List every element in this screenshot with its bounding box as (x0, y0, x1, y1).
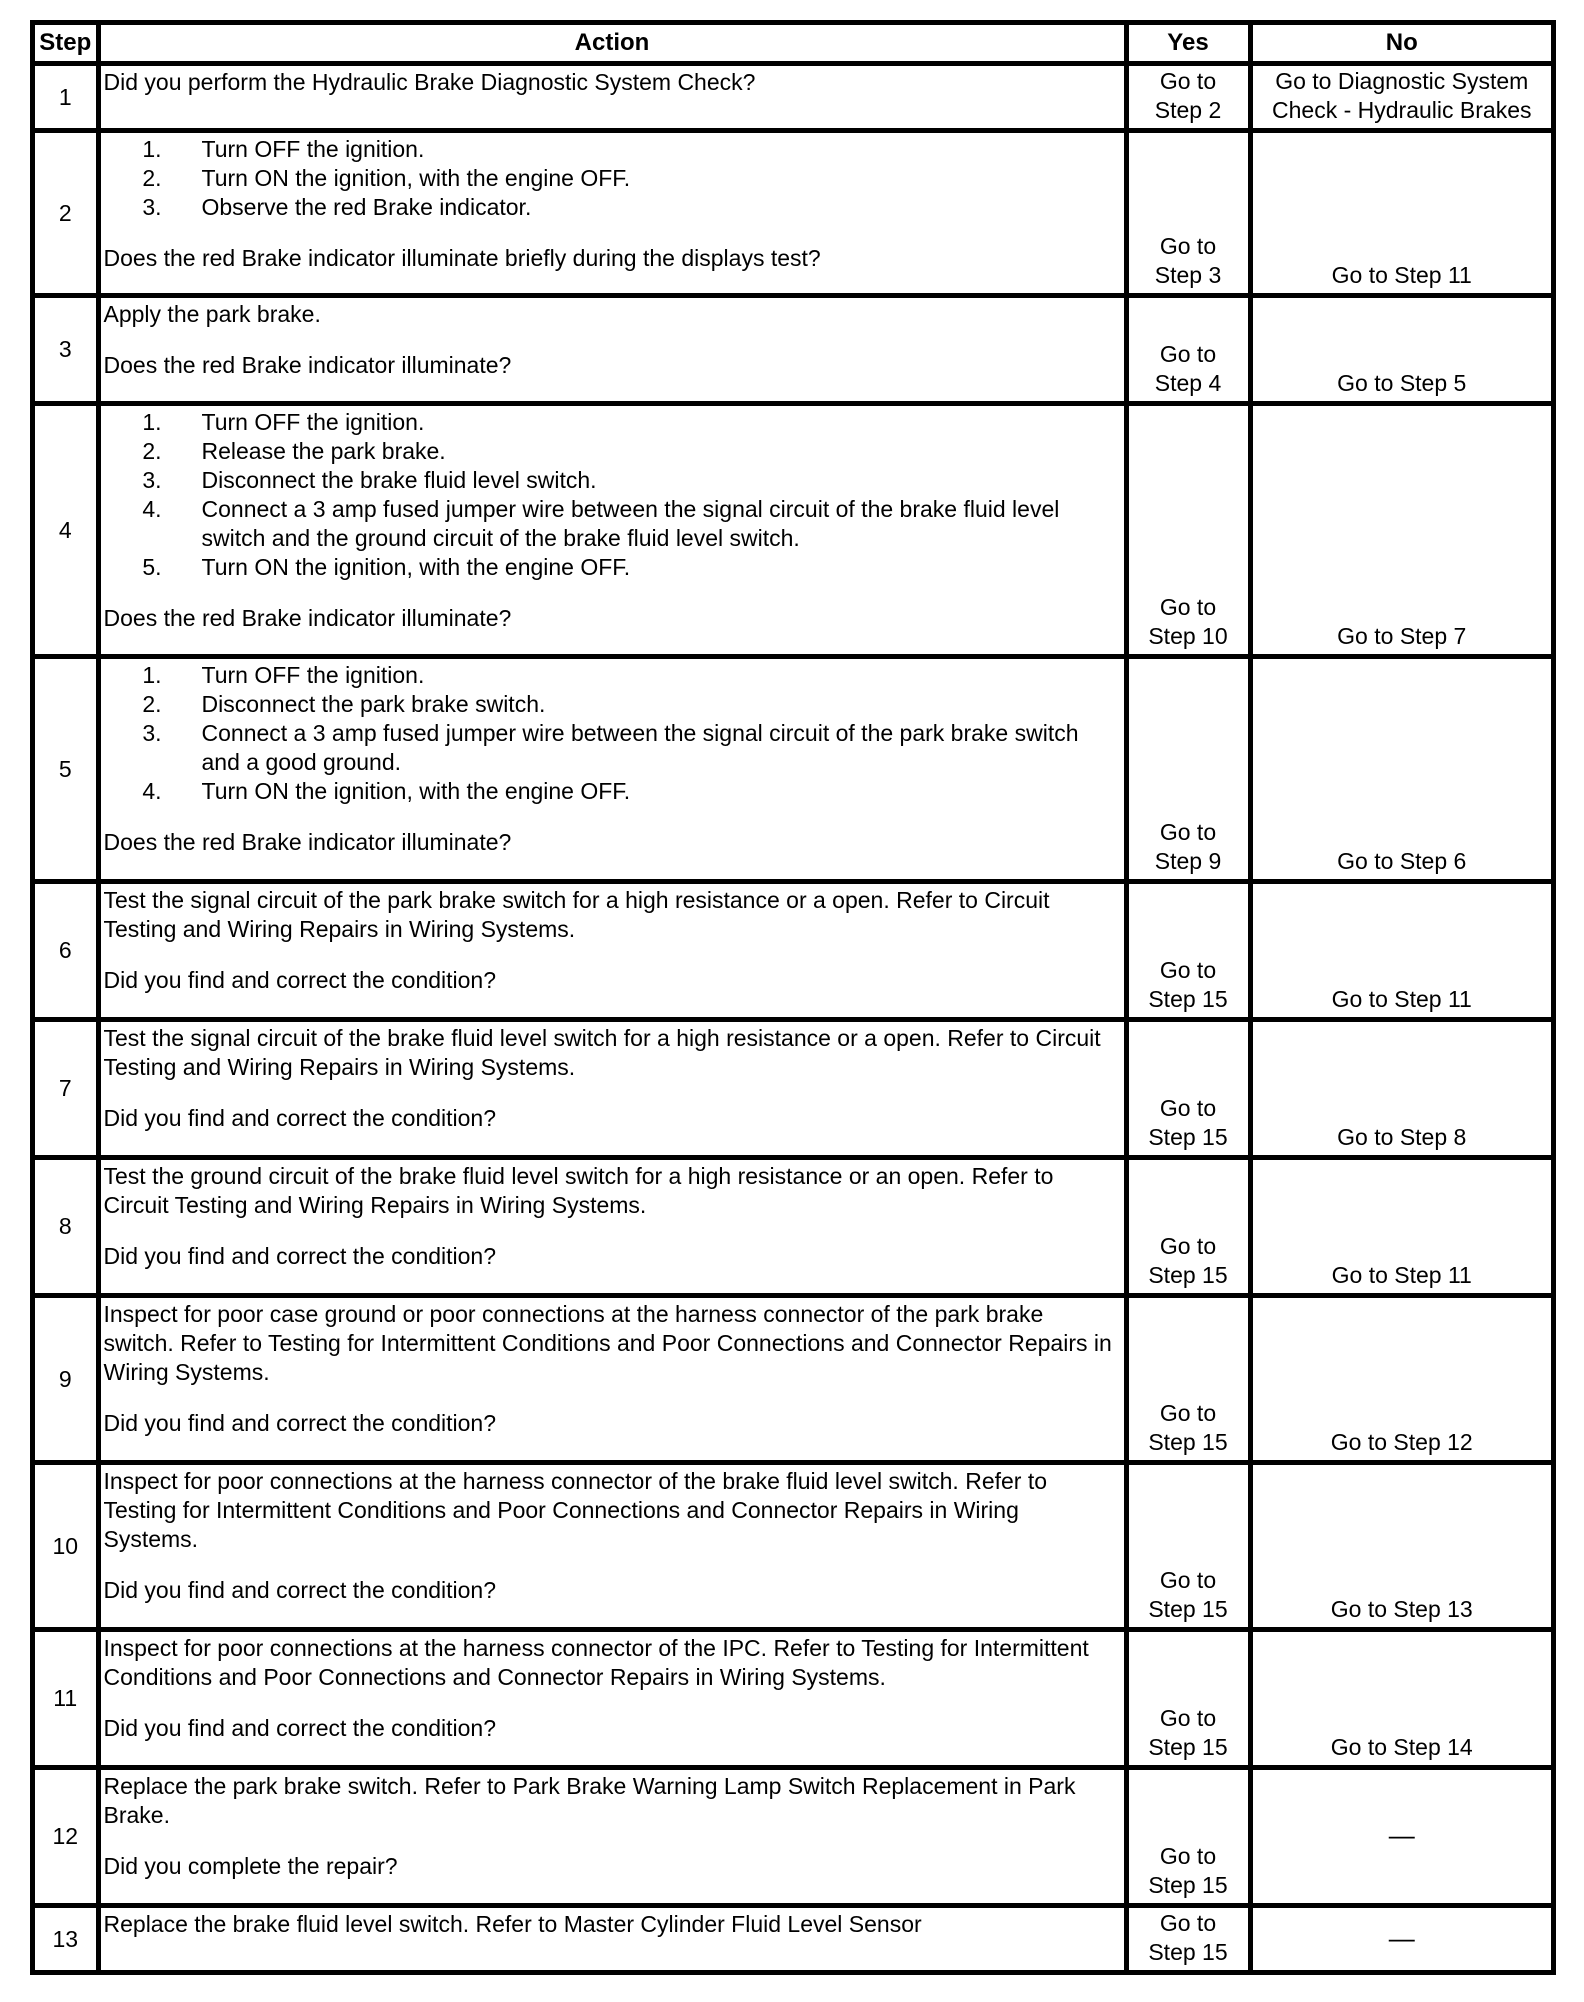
yes-cell (1126, 1020, 1250, 1158)
no-cell (1250, 296, 1554, 404)
yes-line: Step 3 (1154, 262, 1222, 288)
no-line: Check - Hydraulic Brakes (1272, 97, 1532, 123)
yes-cell (1126, 404, 1250, 657)
yes-cell (1126, 1630, 1250, 1768)
list-item: 3. Connect a 3 amp fused jumper wire between the signal circuit of the park brake switch and a good ground. (142, 720, 1079, 775)
no-line: Go to Step 8 (1337, 1124, 1467, 1150)
yes-line: Go to (1159, 341, 1217, 367)
no-cell (1250, 1296, 1554, 1463)
yes-line: Step 2 (1154, 97, 1222, 123)
list-item: 2. Turn ON the ignition, with the engine OFF. (142, 165, 631, 191)
table-row (32, 1768, 1554, 1906)
table-row (32, 1296, 1554, 1463)
action-question: Does the red Brake indicator illuminate? (103, 605, 512, 631)
step-number: 4 (32, 404, 98, 657)
diagnostic-document (30, 20, 1552, 1975)
action-text: Test the signal circuit of the park brake switch for a high resistance or a open. Refer to Circuit Testing and Wiring Repairs in Wiring Systems. (103, 887, 1050, 942)
table-row (32, 404, 1554, 657)
no-line: — (1388, 1820, 1415, 1850)
list-item: 4. Connect a 3 amp fused jumper wire between the signal circuit of the brake fluid level switch and the ground circuit of the brake fluid level switch. (142, 496, 1060, 551)
action-cell (98, 657, 1126, 882)
action-cell (98, 1020, 1126, 1158)
no-line: — (1388, 1922, 1415, 1953)
no-cell (1250, 1630, 1554, 1768)
action-question: Did you find and correct the condition? (103, 967, 497, 993)
no-cell (1250, 1768, 1554, 1906)
action-text: Inspect for poor connections at the harness connector of the brake fluid level switch. Refer to Testing for Intermittent Conditions and Poor Connections and Connector Repairs in Wiring Systems. (103, 1468, 1048, 1552)
header-step: Step (32, 22, 98, 64)
action-question: Does the red Brake indicator illuminate? (103, 352, 512, 378)
yes-line: Step 15 (1148, 1734, 1228, 1760)
action-text: Apply the park brake. (103, 301, 321, 327)
yes-line: Step 15 (1148, 1596, 1228, 1622)
action-cell (98, 1630, 1126, 1768)
action-cell (98, 1768, 1126, 1906)
yes-line: Go to (1159, 68, 1217, 94)
action-text: Did you perform the Hydraulic Brake Diagnostic System Check? (103, 69, 756, 95)
step-number: 3 (32, 296, 98, 404)
action-cell (98, 1463, 1126, 1630)
yes-cell (1126, 64, 1250, 131)
yes-line: Step 15 (1148, 986, 1228, 1012)
yes-line: Step 15 (1148, 1262, 1228, 1288)
table-row (32, 657, 1554, 882)
no-cell (1250, 882, 1554, 1020)
yes-cell (1126, 131, 1250, 296)
action-question: Did you complete the repair? (103, 1853, 398, 1879)
yes-cell (1126, 296, 1250, 404)
no-line: Go to Diagnostic System (1275, 68, 1529, 94)
yes-line: Go to (1159, 1567, 1217, 1593)
table-row (32, 296, 1554, 404)
step-number: 8 (32, 1158, 98, 1296)
action-text: Test the signal circuit of the brake fluid level switch for a high resistance or a open. Refer to Circuit Testing and Wiring Repairs in Wiring Systems. (103, 1025, 1101, 1080)
yes-cell (1126, 1296, 1250, 1463)
yes-line: Step 10 (1148, 623, 1228, 649)
yes-line: Go to (1159, 1095, 1217, 1121)
table-row (32, 1158, 1554, 1296)
yes-line: Go to (1159, 957, 1217, 983)
table-row (32, 1630, 1554, 1768)
diagnostic-table (30, 20, 1556, 1975)
list-item: 2. Disconnect the park brake switch. (142, 691, 546, 717)
action-question: Did you find and correct the condition? (103, 1105, 497, 1131)
action-text: Replace the brake fluid level switch. Refer to Master Cylinder Fluid Level Sensor (103, 1911, 922, 1937)
action-cell (98, 296, 1126, 404)
list-item: 1. Turn OFF the ignition. (142, 409, 425, 435)
yes-line: Go to (1159, 1233, 1217, 1259)
yes-line: Go to (1159, 1705, 1217, 1731)
action-question: Does the red Brake indicator illuminate briefly during the displays test? (103, 245, 821, 271)
step-number: 13 (32, 1906, 98, 1974)
no-cell (1250, 131, 1554, 296)
header-row (32, 22, 1554, 64)
list-item: 2. Release the park brake. (142, 438, 446, 464)
action-text: Inspect for poor connections at the harness connector of the IPC. Refer to Testing for Intermittent Conditions and Poor Connections and Connector Repairs in Wiring Systems. (103, 1635, 1089, 1690)
header-action: Action (98, 22, 1126, 64)
table-row (32, 131, 1554, 296)
no-line: Go to Step 11 (1331, 986, 1472, 1012)
list-item: 3. Disconnect the brake fluid level switch. (142, 467, 597, 493)
list-item: 1. Turn OFF the ignition. (142, 662, 425, 688)
header-yes: Yes (1126, 22, 1250, 64)
list-item: 5. Turn ON the ignition, with the engine OFF. (142, 554, 631, 580)
yes-line: Go to (1159, 233, 1217, 259)
yes-line: Step 15 (1148, 1124, 1228, 1150)
action-steps (104, 135, 1119, 222)
no-line: Go to Step 14 (1330, 1734, 1473, 1760)
no-line: Go to Step 7 (1337, 623, 1467, 649)
action-question: Does the red Brake indicator illuminate? (103, 829, 512, 855)
action-cell (98, 131, 1126, 296)
yes-cell (1126, 1906, 1250, 1974)
table-row (32, 1906, 1554, 1974)
table-row (32, 64, 1554, 131)
action-cell (98, 1296, 1126, 1463)
yes-line: Go to (1159, 1910, 1217, 1936)
action-cell (98, 1906, 1126, 1974)
no-line: Go to Step 5 (1337, 370, 1467, 396)
no-cell (1250, 1020, 1554, 1158)
action-question: Did you find and correct the condition? (103, 1577, 497, 1603)
action-text: Inspect for poor case ground or poor connections at the harness connector of the park brake switch. Refer to Testing for Intermittent Conditions and Poor Connections and Connector Repairs in Wiring Systems. (103, 1301, 1112, 1385)
action-cell (98, 1158, 1126, 1296)
yes-line: Go to (1159, 594, 1217, 620)
yes-line: Go to (1159, 819, 1217, 845)
action-text: Replace the park brake switch. Refer to Park Brake Warning Lamp Switch Replacement in Park Brake. (103, 1773, 1076, 1828)
no-cell (1250, 404, 1554, 657)
no-cell (1250, 1463, 1554, 1630)
step-number: 11 (32, 1630, 98, 1768)
step-number: 1 (32, 64, 98, 131)
yes-line: Go to (1159, 1400, 1217, 1426)
table-row (32, 882, 1554, 1020)
yes-cell (1126, 657, 1250, 882)
no-cell (1250, 1906, 1554, 1974)
action-cell (98, 64, 1126, 131)
no-line: Go to Step 11 (1331, 1262, 1472, 1288)
step-number: 5 (32, 657, 98, 882)
action-question: Did you find and correct the condition? (103, 1243, 497, 1269)
yes-line: Step 15 (1148, 1429, 1228, 1455)
yes-line: Step 9 (1154, 848, 1222, 874)
action-steps (104, 408, 1119, 582)
header-no: No (1250, 22, 1554, 64)
no-line: Go to Step 6 (1337, 848, 1467, 874)
yes-cell (1126, 1463, 1250, 1630)
action-question: Did you find and correct the condition? (103, 1410, 497, 1436)
step-number: 6 (32, 882, 98, 1020)
yes-line: Step 4 (1154, 370, 1222, 396)
list-item: 1. Turn OFF the ignition. (142, 136, 425, 162)
no-line: Go to Step 13 (1330, 1596, 1473, 1622)
action-text: Test the ground circuit of the brake fluid level switch for a high resistance or an open. Refer to Circuit Testing and Wiring Repairs in Wiring Systems. (103, 1163, 1054, 1218)
list-item: 4. Turn ON the ignition, with the engine OFF. (142, 778, 631, 804)
yes-cell (1126, 1768, 1250, 1906)
list-item: 3. Observe the red Brake indicator. (142, 194, 532, 220)
no-cell (1250, 657, 1554, 882)
step-number: 9 (32, 1296, 98, 1463)
action-cell (98, 882, 1126, 1020)
no-line: Go to Step 11 (1331, 262, 1472, 288)
action-cell (98, 404, 1126, 657)
step-number: 7 (32, 1020, 98, 1158)
yes-cell (1126, 882, 1250, 1020)
action-question: Did you find and correct the condition? (103, 1715, 497, 1741)
step-number: 2 (32, 131, 98, 296)
no-cell (1250, 1158, 1554, 1296)
step-number: 10 (32, 1463, 98, 1630)
yes-cell (1126, 1158, 1250, 1296)
no-line: Go to Step 12 (1330, 1429, 1473, 1455)
no-cell (1250, 64, 1554, 131)
step-number: 12 (32, 1768, 98, 1906)
table-row (32, 1020, 1554, 1158)
yes-line: Step 15 (1148, 1872, 1228, 1898)
action-steps (104, 661, 1119, 806)
yes-line: Go to (1159, 1843, 1217, 1869)
yes-line: Step 15 (1148, 1939, 1228, 1965)
table-row (32, 1463, 1554, 1630)
